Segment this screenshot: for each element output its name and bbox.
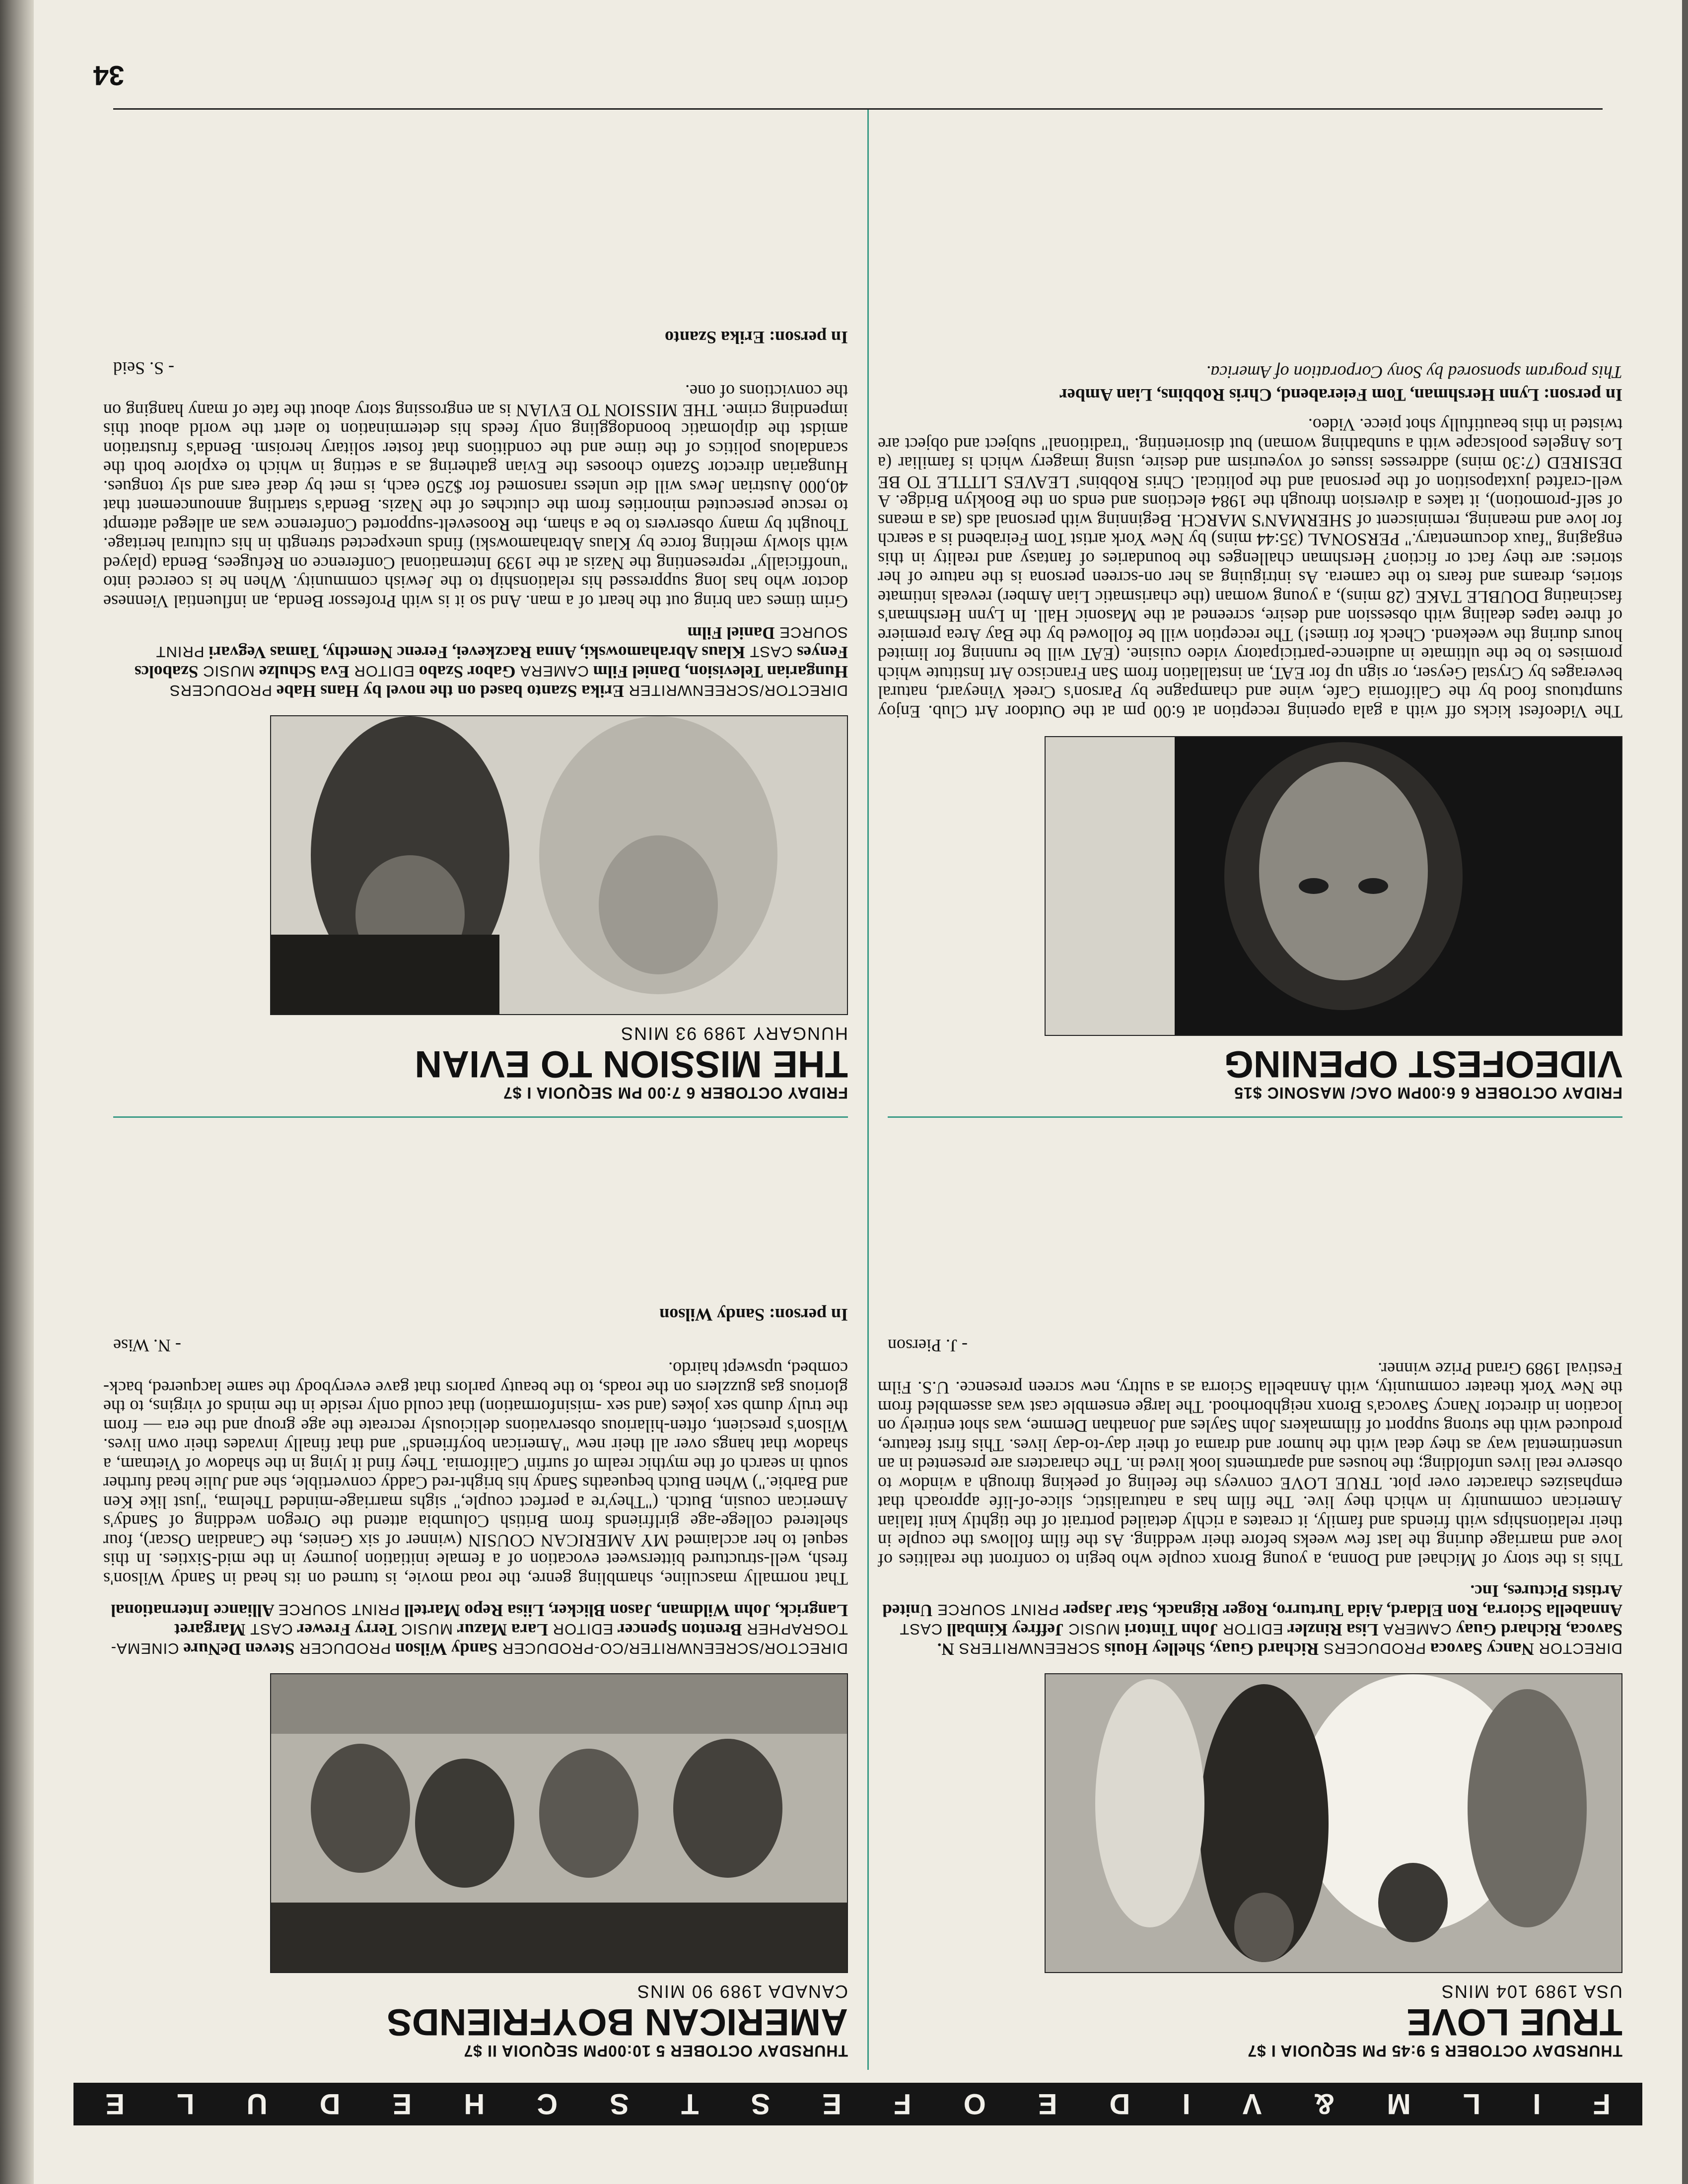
banner-letter: & [1314,2088,1335,2120]
banner-letter: V [1242,2088,1262,2120]
convertible-photo-icon [271,1674,847,1972]
banner-letter: D [319,2088,341,2120]
wedding-photo-icon [1046,1674,1621,1972]
banner-letter: L [1463,2088,1481,2120]
listing-credits: DIRECTOR Nancy Savoca PRODUCERS Richard Guay, Shelley Houis SCREENWRITERS N. Savoca, Richard Guay CAMERA Lisa Rinzler EDITOR John Tintori MUSIC Jeffrey Kimball CAST Annabella Sciorra, Ron Eldard, Aida Turturro, Roger Rignack, Star Jasper PRINT SOURCE United Artists Pictures, Inc. [882,1581,1622,1659]
film-still [1045,736,1622,1036]
listing-description: That normally masculine, shambling genre, the road movie, is turned on its head in Sandy Wilson's fresh, well-structured bittersweet evocation of a female initiation journey in the mid-Sixties. In this sequel to her acclaimed MY AMERICAN COUSIN (winner of six Genies, the Canadian Oscar), four sheltered college-age girlfriends from British Columbia attend the Oregon wedding of Sandy's American cousin, Butch. ("They're a perfect couple," sighs marriage-minded Thelma, "just like Ken and Barbie.") When Butch bequeaths Sandy his bright-red Caddy convertible, she and Julie head further south in search of the mythic realm of surfin' California. They find it lying in the shadow of Vietnam, a shadow that hangs over all their new "American boyfriends" and that finally invades their own lives. Wilson's prescient, often-hilarious observations deliciously recreate the age group and the era — from the truly dumb sex jokes (and sex -misinformation) that could only reside in the minds of virgins, to the glorious gas guzzlers on the roads, to the beauty parlors that gave everybody the same lacquered, back-combed, upswept hairdo. [103,1359,848,1589]
binding-edge [0,0,34,2184]
film-still [270,1673,848,1973]
listing-credits: DIRECTOR/SCREENWRITER Erika Szanto based on the novel by Hans Habe PRODUCERS Hungarian Television, Daniel Film CAMERA Gabor Szabo EDITOR Eva Schulze MUSIC Szabolcs Fenyes CAST Klaus Abrahamowski, Anna Raczkevei, Ferenc Nemethy, Tamas Vegvari PRINT SOURCE Daniel Film [134,623,848,701]
page-number: 34 [93,60,125,91]
portrait-photo-icon [1046,737,1621,1035]
two-men-photo-icon [271,716,847,1014]
row-divider-left [888,1116,1622,1118]
film-still [1045,1673,1622,1973]
listing-in-person: In person: Erika Szanto [664,328,848,347]
listing-true-love [878,1336,1622,2060]
program-page [34,0,1682,2184]
banner-letter: C [537,2088,558,2120]
listing-meta: HUNGARY 1989 93 MINS [620,1024,848,1044]
footer-rule [113,108,1603,110]
listing-in-person: In person: Lynn Hershman, Tom Feierabend, Chris Robbins, Lian Amber [1059,385,1622,405]
listing-signature: - N. Wise [113,1336,181,1356]
banner-letter: E [822,2088,842,2120]
listing-description: Grim times can bring out the heart of a man. And so it is with Professor Benda, an influential Viennese doctor who has long suppressed his relationship to the Jewish community. When he is coerced into "unofficially" representing the Nazis at the 1939 International Conference on Refugees, Benda (played with slowly melting force by Klaus Abrahamowski) finds unexpected strength in his cultural heritage. Thought by many observers to be a sham, the Roosevelt-supported Conference was an alleged attempt to rescue persecuted minorities from the clutches of the Nazis. Benda's startling announcement that 40,000 Austrian Jews will die unless ransomed for $250 each, is met by deaf ears and sly tongues. Hungarian director Szanto chooses the Evian gathering as a setting in which to explore both the scandalous politics of the time and the conditions that foster solitary heroism. Benda's frustration amidst the diplomatic boondoggling only feeds his determination to alert the world about this impending crime. THE MISSION TO EVIAN is an engrossing story about the fate of many hanging on the convictions of one. [103,381,848,612]
banner-letter: U [246,2088,268,2120]
banner-letter: E [105,2088,125,2120]
listing-signature: - S. Seid [113,358,175,378]
listing-kicker: THURSDAY OCTOBER 5 10:00PM SEQUOIA II $7 [463,2042,848,2060]
banner-letter: S [751,2088,771,2120]
listing-sponsor: This program sponsored by Sony Corporation of America. [1206,362,1622,382]
listing-kicker: THURSDAY OCTOBER 5 9:45 PM SEQUOIA I $7 [1247,2042,1622,2060]
listing-meta: USA 1989 104 MINS [1440,1981,1622,2002]
banner-letter: E [392,2088,412,2120]
listing-description: The Videofest kicks off with a gala opening reception at 6:00 pm at the Outdoor Art Club. Enjoy sumptuous food by the California Cafe, wine and champagne by Parson's Creek Vineyard, natural beverages by Crystal Geyser, or sign up for EAT, an installation from San Francisco Art Institute which promises to be the ultimate in audience-participatory video cuisine. (EAT will be running for limited hours during the weekend. Check for times!) The reception will be followed by the Bay Area premiere of three tapes dealing with obsession and desire, screened at the Masonic Hall. In Lynn Hershman's fascinating DOUBLE TAKE (28 mins), a young woman (the charismatic Lian Amber) reveals intimate stories, dreams and fears to the camera. As intriguing as her on-screen persona is the nature of her stories: are they fact or fiction? Hershman challenges the boundaries of fantasy and reality in this engaging "faux documentary." PERSONAL (35:44 mins) by New York artist Tom Feirabend is a search for love and meaning, reminiscent of SHERMAN'S MARCH. Beginning with personal ads (as a means of self-promotion), it takes a diversion through the 1984 elections and ends on the Booklyn Bridge. A well-crafted juxtaposition of the personal and the political. Chris Robbins' LEAVES LITTLE TO BE DESIRED (7:30 mins) addresses issues of voyeurism and desire, using imagery which is familiar (a Los Angeles poolscape with a sunbathing woman) but disorienting. "traditional" subject and object are twisted in this beautifully shot piece. Video. [878,415,1622,722]
listing-signature: - J. Pierson [888,1336,968,1356]
listing-description: This is the story of Michael and Donna, a young Bronx couple who begin to confront the realities of love and marriage during the last few weeks before their wedding. As the film follows the couple in their relationships with friends and family, it creates a richly detailed portrait of the tightly knit Italian American community in which they live. The film has a naturalistic, slice-of-life approach that emphasizes character over plot. TRUE LOVE conveys the feeling of peeking through a window to observe real lives unfolding; the houses and apartments look lived in. The characters are presented in an unsentimental way as they deal with the humor and drama of their day-to-day lives. This first feature, produced with the strong support of filmmakers John Sayles and Jonathan Demme, was shot entirely on location in director Nancy Savoca's Bronx neighborhood. The large ensemble cast was assembled from the New York theater community, with Annabella Sciorra as a sultry, new screen presence. U.S. Film Festival 1989 Grand Prize winner. [878,1359,1622,1570]
film-still [270,715,848,1015]
banner-letter: O [963,2088,986,2120]
listing-mission-to-evian [103,327,848,1102]
banner-letter: I [1182,2088,1191,2120]
banner-letter: F [1593,2088,1611,2120]
schedule-banner [73,2083,1642,2125]
banner-letter: E [1038,2088,1057,2120]
listing-american-boyfriends [103,1304,848,2060]
banner-letter: I [1533,2088,1541,2120]
listing-kicker: FRIDAY OCTOBER 6 7:00 PM SEQUOIA I $7 [503,1084,848,1102]
banner-letter: L [177,2088,195,2120]
banner-letter: S [610,2088,629,2120]
listing-videofest-opening [878,362,1622,1102]
banner-letter: D [1109,2088,1130,2120]
row-divider-right [113,1116,848,1118]
listing-title: VIDEOFEST OPENING [1224,1043,1622,1085]
listing-kicker: FRIDAY OCTOBER 6 6:00PM OAC/ MASONIC $15 [1234,1084,1622,1102]
column-divider [867,109,869,2070]
listing-title: TRUE LOVE [1407,2001,1622,2043]
listing-title: THE MISSION TO EVIAN [415,1043,848,1085]
banner-letter: H [464,2088,485,2120]
banner-letter: M [1387,2088,1411,2120]
banner-letter: F [894,2088,912,2120]
listing-credits: DIRECTOR/SCREENWRITER/CO-PRODUCER Sandy Wilson PRODUCER Steven DeNure CINEMA-TOGRAPHER Brenton Spencer EDITOR Lara Mazur MUSIC Terry Frewer CAST Margaret Langrick, John Wildman, Jason Blicker, Liisa Repo Martell PRINT SOURCE Alliance International [110,1601,848,1659]
listing-in-person: In person: Sandy Wilson [659,1305,848,1325]
listing-title: AMERICAN BOYFRIENDS [387,2001,848,2043]
listing-meta: CANADA 1989 90 MINS [636,1981,848,2002]
banner-letter: T [681,2088,699,2120]
